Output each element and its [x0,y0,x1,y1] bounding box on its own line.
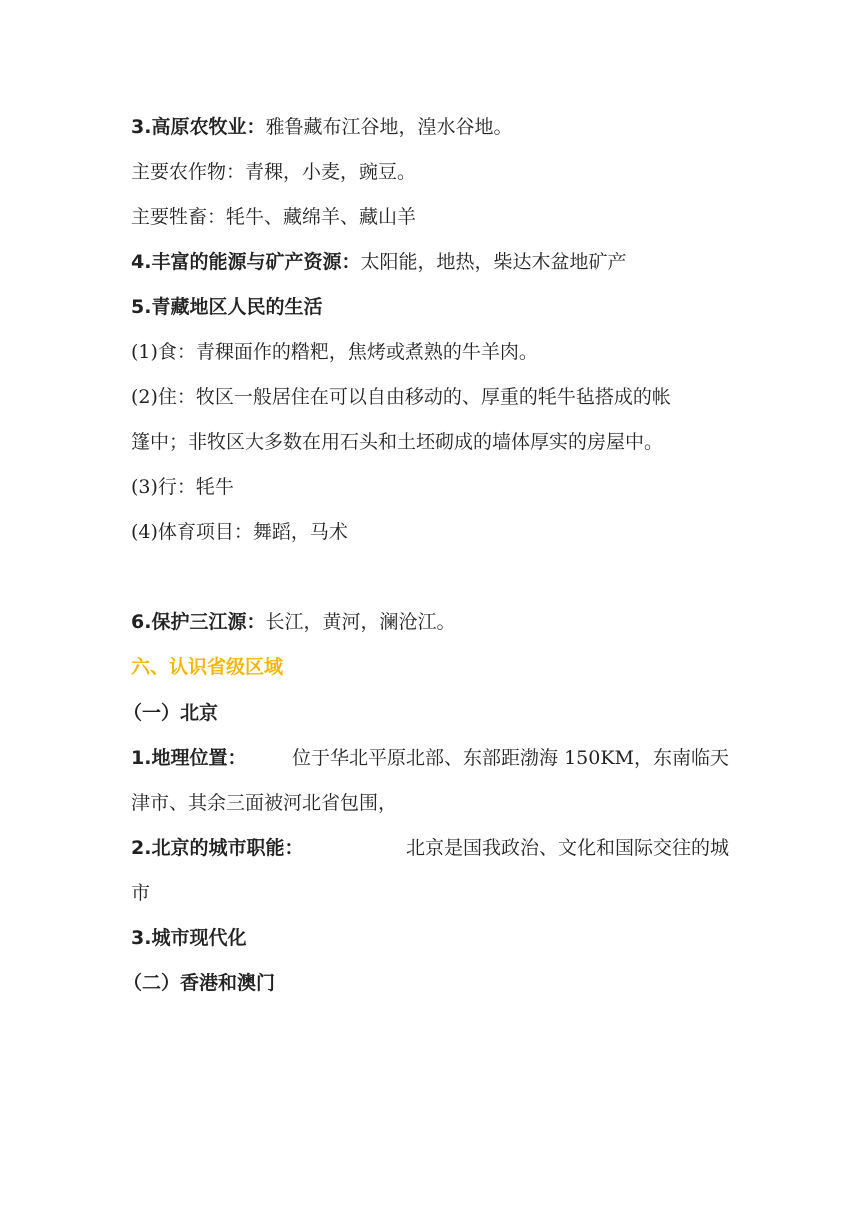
heading-three-rivers [131,609,455,635]
body-text: 位于华北平原北部、东部距渤海 150KM，东南临天 [292,747,729,769]
bold-label: 3.城市现代化 [131,927,247,949]
body-text: 长江，黄河，澜沧江。 [265,611,456,633]
beijing-function-line-2 [131,880,150,906]
beijing-function-line-1 [131,835,729,861]
body-text: 主要农作物：青稞，小麦，豌豆。 [131,161,417,183]
bold-label: 2.北京的城市职能： [131,837,304,859]
heading-energy-resources [131,249,626,275]
section-heading-provinces [131,654,283,680]
livestock-line [131,204,416,230]
housing-line-1 [131,384,729,410]
body-text: 主要牲畜：牦牛、藏绵羊、藏山羊 [131,206,417,228]
subheading-beijing [123,700,218,726]
crops-line [131,159,416,185]
bold-label: （一）北京 [123,702,219,724]
bold-label: 3.高原农牧业： [131,116,266,138]
bold-label: 6.保护三江源： [131,611,266,633]
body-text: 北京是国我政治、文化和国际交往的城 [405,837,729,859]
beijing-location-line-1 [131,745,729,771]
housing-line-2 [131,429,663,455]
bold-label: 5.青藏地区人民的生活 [131,296,323,318]
body-text: 太阳能，地热，柴达木盆地矿产 [360,251,627,273]
body-text: 雅鲁藏布江谷地，湟水谷地。 [265,116,513,138]
beijing-location-line-2 [131,790,397,816]
heading-modernization [131,925,246,951]
body-text: (4)体育项目：舞蹈，马术 [131,521,348,543]
body-text: 市 [131,882,151,904]
bold-label: （二）香港和澳门 [123,972,276,994]
body-text: 篷中；非牧区大多数在用石头和土坯砌成的墙体厚实的房屋中。 [131,431,664,453]
body-text: (3)行：牦牛 [131,476,234,498]
section-title: 六、认识省级区域 [131,656,284,678]
transport-line [131,474,234,500]
heading-people-life [131,294,322,320]
body-text: 津市、其余三面被河北省包围， [131,792,398,814]
heading-plateau-agriculture [131,114,512,140]
bold-label: 4.丰富的能源与矿产资源： [131,251,361,273]
body-text: (1)食：青稞面作的糌粑，焦烤或煮熟的牛羊肉。 [131,341,538,363]
sports-line [131,519,348,545]
subheading-hongkong-macau [123,970,275,996]
body-text: (2)住：牧区一般居住在可以自由移动的、厚重的牦牛毡搭成的帐 [131,386,671,408]
bold-label: 1.地理位置： [131,747,247,769]
food-line [131,339,538,365]
